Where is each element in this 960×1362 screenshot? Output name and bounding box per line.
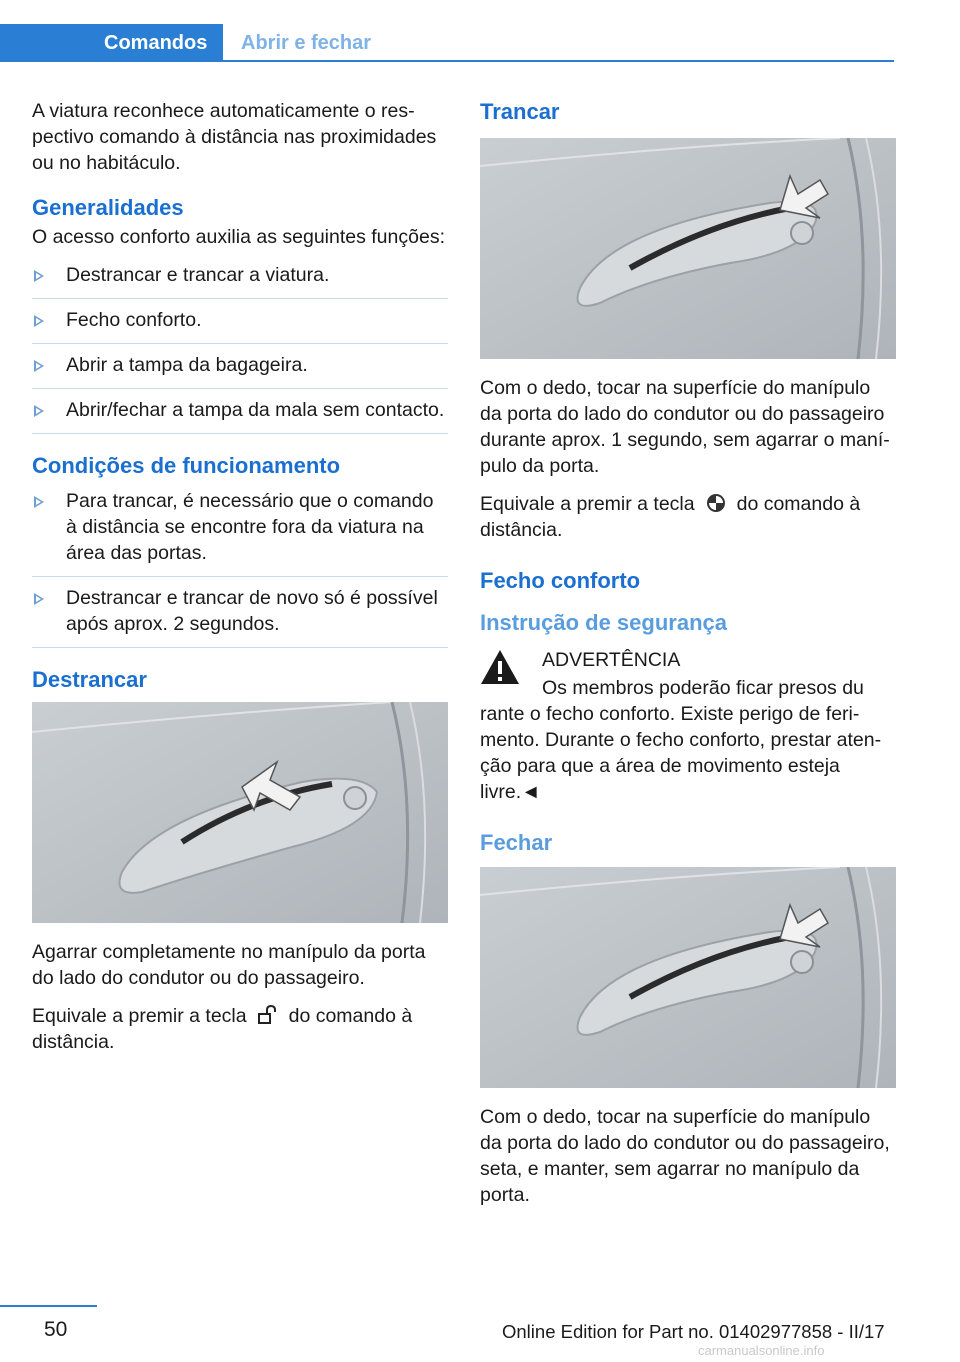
bullet-triangle-icon	[34, 315, 44, 327]
destrancar-equivale: Equivale a premir a tecla do comando à distância.	[32, 1005, 413, 1053]
list-item: Fecho conforto.	[32, 307, 448, 344]
destrancar-text: Agarrar completamente no manípulo da porta do lado do condutor ou do passageiro.	[32, 941, 426, 989]
door-handle-photo-close	[480, 867, 896, 1088]
list-item: Abrir/fechar a tampa da mala sem contacto.	[32, 397, 448, 434]
heading-generalidades: Generalidades	[32, 195, 184, 220]
door-handle-photo-touch	[480, 138, 896, 359]
bullet-triangle-icon	[34, 270, 44, 282]
bullet-triangle-icon	[34, 360, 44, 372]
list-item: Abrir a tampa da bagageira.	[32, 352, 448, 389]
heading-instrucao-seguranca: Instrução de segurança	[480, 610, 727, 635]
trancar-equivale: Equivale a premir a tecla do comando à distância.	[480, 493, 861, 541]
warning-title: ADVERTÊNCIA	[542, 649, 681, 671]
intro-paragraph: A viatura reconhece automaticamente o respectivo comando à distância nas proximidades ou no habitáculo.	[32, 100, 437, 174]
bullet-triangle-icon	[34, 496, 44, 508]
fechar-text: Com o dedo, tocar na superfície do manípulo da porta do lado do condutor ou do passageiro, seta, e manter, sem agarrar no manípulo da porta.	[480, 1106, 890, 1206]
list-item: Para trancar, é necessário que o comando à distância se encontre fora da viatura na área das portas.	[32, 488, 448, 577]
generalidades-text: O acesso conforto auxilia as seguintes funções:	[32, 226, 445, 248]
bullet-triangle-icon	[34, 593, 44, 605]
page-number: 50	[44, 1318, 68, 1341]
warning-block	[480, 647, 896, 701]
heading-destrancar: Destrancar	[32, 667, 147, 692]
tab-comandos[interactable]: Comandos	[0, 24, 223, 62]
bullet-triangle-icon	[34, 405, 44, 417]
header-tabbar	[0, 24, 894, 62]
trancar-text: Com o dedo, tocar na superfície do manípulo da porta do lado do condutor ou do passageiro durante aprox. 1 segundo, sem agarrar o manípulo da porta.	[480, 377, 890, 477]
footer-edition: Online Edition for Part no. 01402977858 - II/17	[502, 1321, 885, 1342]
heading-trancar: Trancar	[480, 99, 560, 124]
bmw-logo-icon	[705, 493, 727, 513]
generalidades-list	[32, 262, 448, 434]
warning-triangle-icon	[480, 649, 520, 685]
list-item: Destrancar e trancar a viatura.	[32, 262, 448, 299]
left-column	[32, 98, 448, 1067]
tab-abrir-e-fechar[interactable]: Abrir e fechar	[241, 32, 372, 54]
watermark: carmanualsonline.info	[698, 1343, 825, 1358]
unlock-icon	[257, 1005, 279, 1025]
heading-condicoes: Condições de funcionamento	[32, 453, 341, 478]
warning-text-first: Os membros poderão ficar presos du	[542, 677, 864, 699]
warning-text: rante o fecho conforto. Existe perigo de ferimento. Durante o fecho conforto, prestar atenção para que a área de movimento esteja livre.◄	[480, 703, 882, 803]
right-column	[480, 98, 896, 1220]
heading-fechar: Fechar	[480, 830, 553, 855]
heading-fecho-conforto: Fecho conforto	[480, 568, 641, 593]
condicoes-list	[32, 488, 448, 648]
door-handle-photo-grab	[32, 702, 448, 923]
footer-divider	[0, 1305, 97, 1307]
list-item: Destrancar e trancar de novo só é possível após aprox. 2 segundos.	[32, 585, 448, 648]
